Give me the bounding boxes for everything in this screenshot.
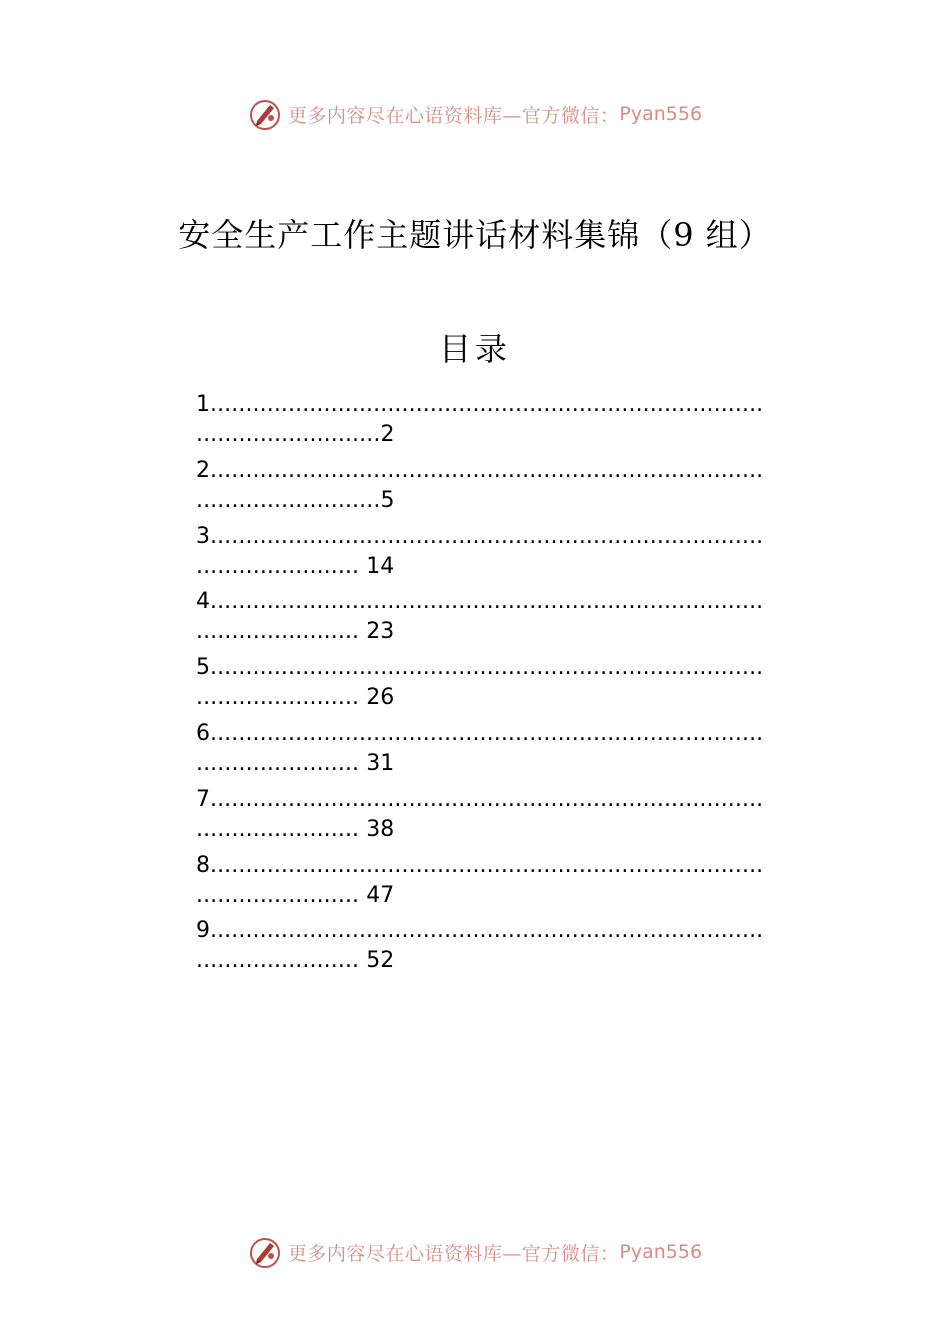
toc-entry[interactable]: 9.............................................................................. ....................... 52 (196, 918, 764, 974)
toc-entry-page: 38 (366, 816, 395, 842)
watermark-text: 更多内容尽在心语资料库—官方微信： (287, 1242, 620, 1265)
toc-entry[interactable]: 7.............................................................................. ....................... 38 (196, 786, 764, 842)
toc-entry[interactable]: 1.............................................................................. ..........................2 (196, 392, 764, 447)
footer-watermark (0, 1232, 950, 1272)
header-watermark (0, 94, 950, 134)
toc-entry-page: 14 (366, 553, 395, 579)
table-of-contents (196, 390, 836, 982)
toc-entry-page: 23 (366, 619, 395, 645)
pen-seal-icon (248, 97, 282, 131)
toc-entry-page: 2 (380, 422, 395, 447)
toc-entry[interactable]: 6.............................................................................. ....................... 31 (196, 720, 764, 776)
toc-entry-number: 6 (196, 720, 210, 746)
watermark-wechat-id: Pyan556 (619, 1241, 703, 1263)
toc-entry[interactable]: 2.............................................................................. ..........................5 (196, 457, 764, 513)
toc-entry[interactable]: 5.............................................................................. ....................... 26 (196, 655, 764, 711)
toc-entry-number: 9 (196, 918, 210, 944)
toc-entry[interactable]: 3.............................................................................. ....................... 14 (196, 523, 764, 579)
document-title: 安全生产工作主题讲话材料集锦（9 组） (178, 216, 772, 254)
toc-entry[interactable]: 4.............................................................................. ....................... 23 (196, 589, 764, 645)
toc-entry-page: 31 (366, 750, 395, 776)
toc-entry-number: 5 (196, 655, 210, 681)
toc-entry-number: 2 (196, 457, 210, 483)
watermark-wechat-id: Pyan556 (619, 103, 703, 125)
toc-entry-number: 8 (196, 852, 210, 878)
pen-seal-icon (248, 1235, 282, 1269)
toc-entry-page: 52 (366, 948, 395, 974)
toc-entry-page: 47 (366, 882, 395, 908)
toc-heading: 目录 (438, 330, 511, 368)
toc-entry-number: 4 (196, 589, 210, 615)
toc-entry-number: 1 (196, 392, 210, 417)
toc-entry-page: 5 (380, 487, 395, 513)
watermark-text: 更多内容尽在心语资料库—官方微信： (287, 104, 620, 127)
toc-entry-number: 3 (196, 523, 210, 549)
toc-entry-number: 7 (196, 786, 210, 812)
toc-entry[interactable]: 8.............................................................................. ....................... 47 (196, 852, 764, 908)
toc-entry-page: 26 (366, 685, 395, 711)
